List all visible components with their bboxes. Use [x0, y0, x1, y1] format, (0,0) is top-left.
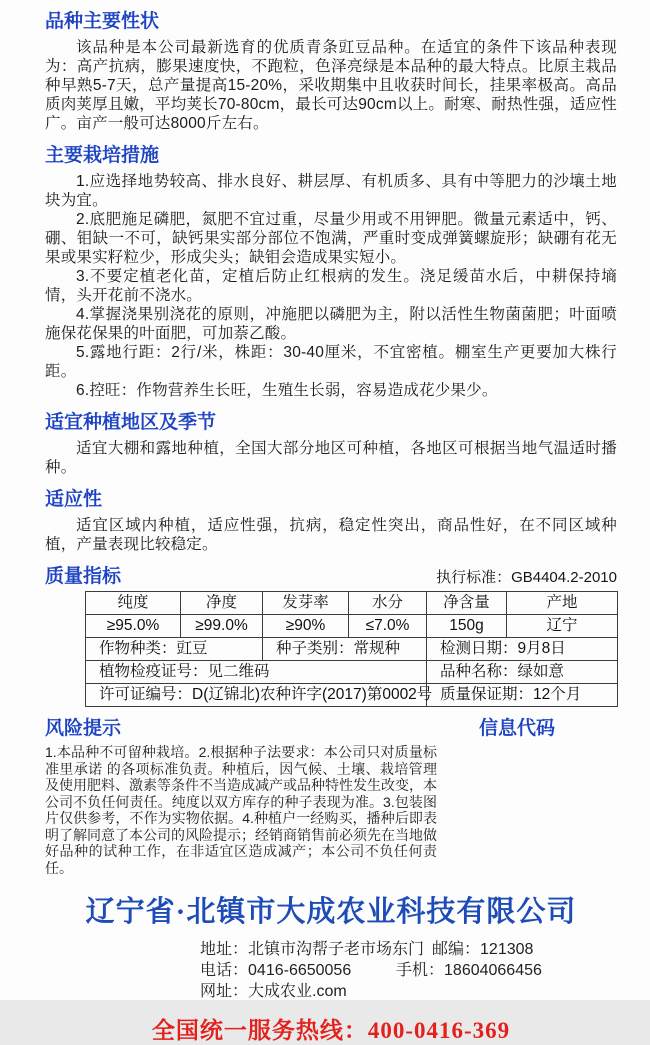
- risk-column: [45, 717, 437, 876]
- risk-info-row: [45, 717, 617, 876]
- phone-label: 电话：: [200, 962, 249, 979]
- paragraph: 该品种是本公司最新选育的优质青条豇豆品种。在适宜的条件下该品种表现为：高产抗病，膨果速度快，不跑粒，色泽亮绿是本品种的最大特点。比原主栽品种早熟5-7天，总产量提高15-20%，采收期集中且收获时间长，挂果率极高。高品质肉荚厚且嫩，平均荚长70-80cm，最长可达90cm以上。耐寒、耐热性强，适应性广。亩产一般可达8000斤左右。: [45, 39, 617, 132]
- table-row-license: [86, 684, 618, 707]
- section-heading-adaptability: 适应性: [45, 489, 103, 510]
- table-cell: 许可证编号：D(辽锦北)农种许字(2017)第0002号: [86, 684, 427, 707]
- quality-header-row: [45, 565, 617, 588]
- table-row-values: [86, 615, 618, 638]
- contact-block: [200, 939, 617, 1002]
- paragraph: 适宜区域内种植，适应性强，抗病，稳定性突出，商品性好，在不同区域种植，产量表现比较稳定。: [45, 517, 617, 553]
- section-heading-regions: 适宜种植地区及季节: [45, 412, 217, 433]
- table-cell: 150g: [427, 615, 507, 638]
- table-cell: ≥95.0%: [86, 615, 181, 638]
- quality-table: [85, 591, 618, 707]
- paragraph: 2.底肥施足磷肥，氮肥不宜过重，尽量少用或不用钾肥。微量元素适中，钙、硼、钼缺一不可，缺钙果实部分部位不饱满，严重时变成弹簧螺旋形；缺硼有花无果或果实籽粒少，形成尖头；缺钼会造成果实短小。: [45, 211, 617, 266]
- contact-row-address: [200, 939, 617, 960]
- executive-standard: 执行标准：GB4404.2-2010: [436, 569, 617, 586]
- table-cell: 净度: [181, 592, 263, 615]
- table-cell: 产地: [507, 592, 618, 615]
- paragraph: 5.露地行距：2行/米，株距：30-40厘米，不宜密植。棚室生产更要加大株行距。: [45, 344, 617, 380]
- company-name: 辽宁省·北镇市大成农业科技有限公司: [85, 896, 577, 928]
- info-code-column: [479, 717, 555, 876]
- contact-row-phone: [200, 960, 617, 981]
- paragraph: 6.控旺：作物营养生长旺，生殖生长弱，容易造成花少果少。: [76, 382, 498, 399]
- website-label: 网址：: [200, 983, 249, 1000]
- table-cell: 纯度: [86, 592, 181, 615]
- contact-phone: 0416-6650056: [248, 962, 352, 979]
- table-row-quarantine: [86, 661, 618, 684]
- contact-row-website: [200, 981, 617, 1002]
- table-cell: 辽宁: [507, 615, 618, 638]
- contact-address: 北镇市沟帮子老市场东门: [248, 941, 425, 958]
- table-cell: 植物检疫证号：见二维码: [86, 661, 427, 684]
- table-cell: 品种名称：绿如意: [427, 661, 618, 684]
- table-row-header: [86, 592, 618, 615]
- paragraph: 3.不要定植老化苗，定植后防止红根病的发生。浇足缓苗水后，中耕保持墒情，头开花前不浇水。: [45, 268, 617, 304]
- paragraph: 4.掌握浇果别浇花的原则，冲施肥以磷肥为主，附以活性生物菌菌肥；叶面喷施保花保果的叶面肥，可加萘乙酸。: [45, 306, 617, 342]
- postcode-label: 邮编：: [432, 941, 481, 958]
- section-heading-variety-traits: 品种主要性状: [45, 11, 160, 32]
- table-cell: 发芽率: [263, 592, 349, 615]
- table-cell: ≥90%: [263, 615, 349, 638]
- section-heading-quality: 质量指标: [45, 566, 122, 587]
- section-heading-cultivation: 主要栽培措施: [45, 145, 160, 166]
- table-cell: 作物种类：豇豆: [86, 638, 263, 661]
- address-label: 地址：: [200, 941, 249, 958]
- contact-postcode: 121308: [480, 941, 534, 958]
- contact-mobile: 18604066456: [444, 962, 542, 979]
- table-cell: 检测日期：9月8日: [427, 638, 618, 661]
- table-cell: 水分: [349, 592, 427, 615]
- table-cell: 种子类别：常规种: [263, 638, 427, 661]
- section-heading-info-code: 信息代码: [479, 718, 556, 739]
- table-cell: 净含量: [427, 592, 507, 615]
- table-cell: ≥99.0%: [181, 615, 263, 638]
- mobile-label: 手机：: [396, 962, 445, 979]
- table-row-crop-type: [86, 638, 618, 661]
- table-cell: 质量保证期：12个月: [427, 684, 618, 707]
- risk-text: 1.本品种不可留种栽培。2.根据种子法要求：本公司只对质量标准里承诺 的各项标准负责。种植后，因气候、土壤、栽培管理及使用肥料、激素等条件不当造成减产或品种特性发生改变，本公司不负任何责任。纯度以双方库存的种子表现为准。3.包装图片仅供参考，不作为实物依据。4.种植户一经购买，播种后即表明了解同意了本公司的风险提示；经销商销售前必须先在当地做好品种的试种工作，在非适宜区造成减产；本公司不负任何责任。: [45, 744, 437, 876]
- service-hotline: 全国统一服务热线：400-0416-369: [151, 1018, 511, 1043]
- section-heading-risk: 风险提示: [45, 718, 122, 739]
- contact-website: 大成农业.com: [248, 983, 347, 1000]
- paragraph: 适宜大棚和露地种植，全国大部分地区可种植，各地区可根据当地气温适时播种。: [45, 440, 617, 476]
- table-cell: ≤7.0%: [349, 615, 427, 638]
- paragraph: 1.应选择地势较高、排水良好、耕层厚、有机质多、具有中等肥力的沙壤土地块为宜。: [45, 173, 617, 209]
